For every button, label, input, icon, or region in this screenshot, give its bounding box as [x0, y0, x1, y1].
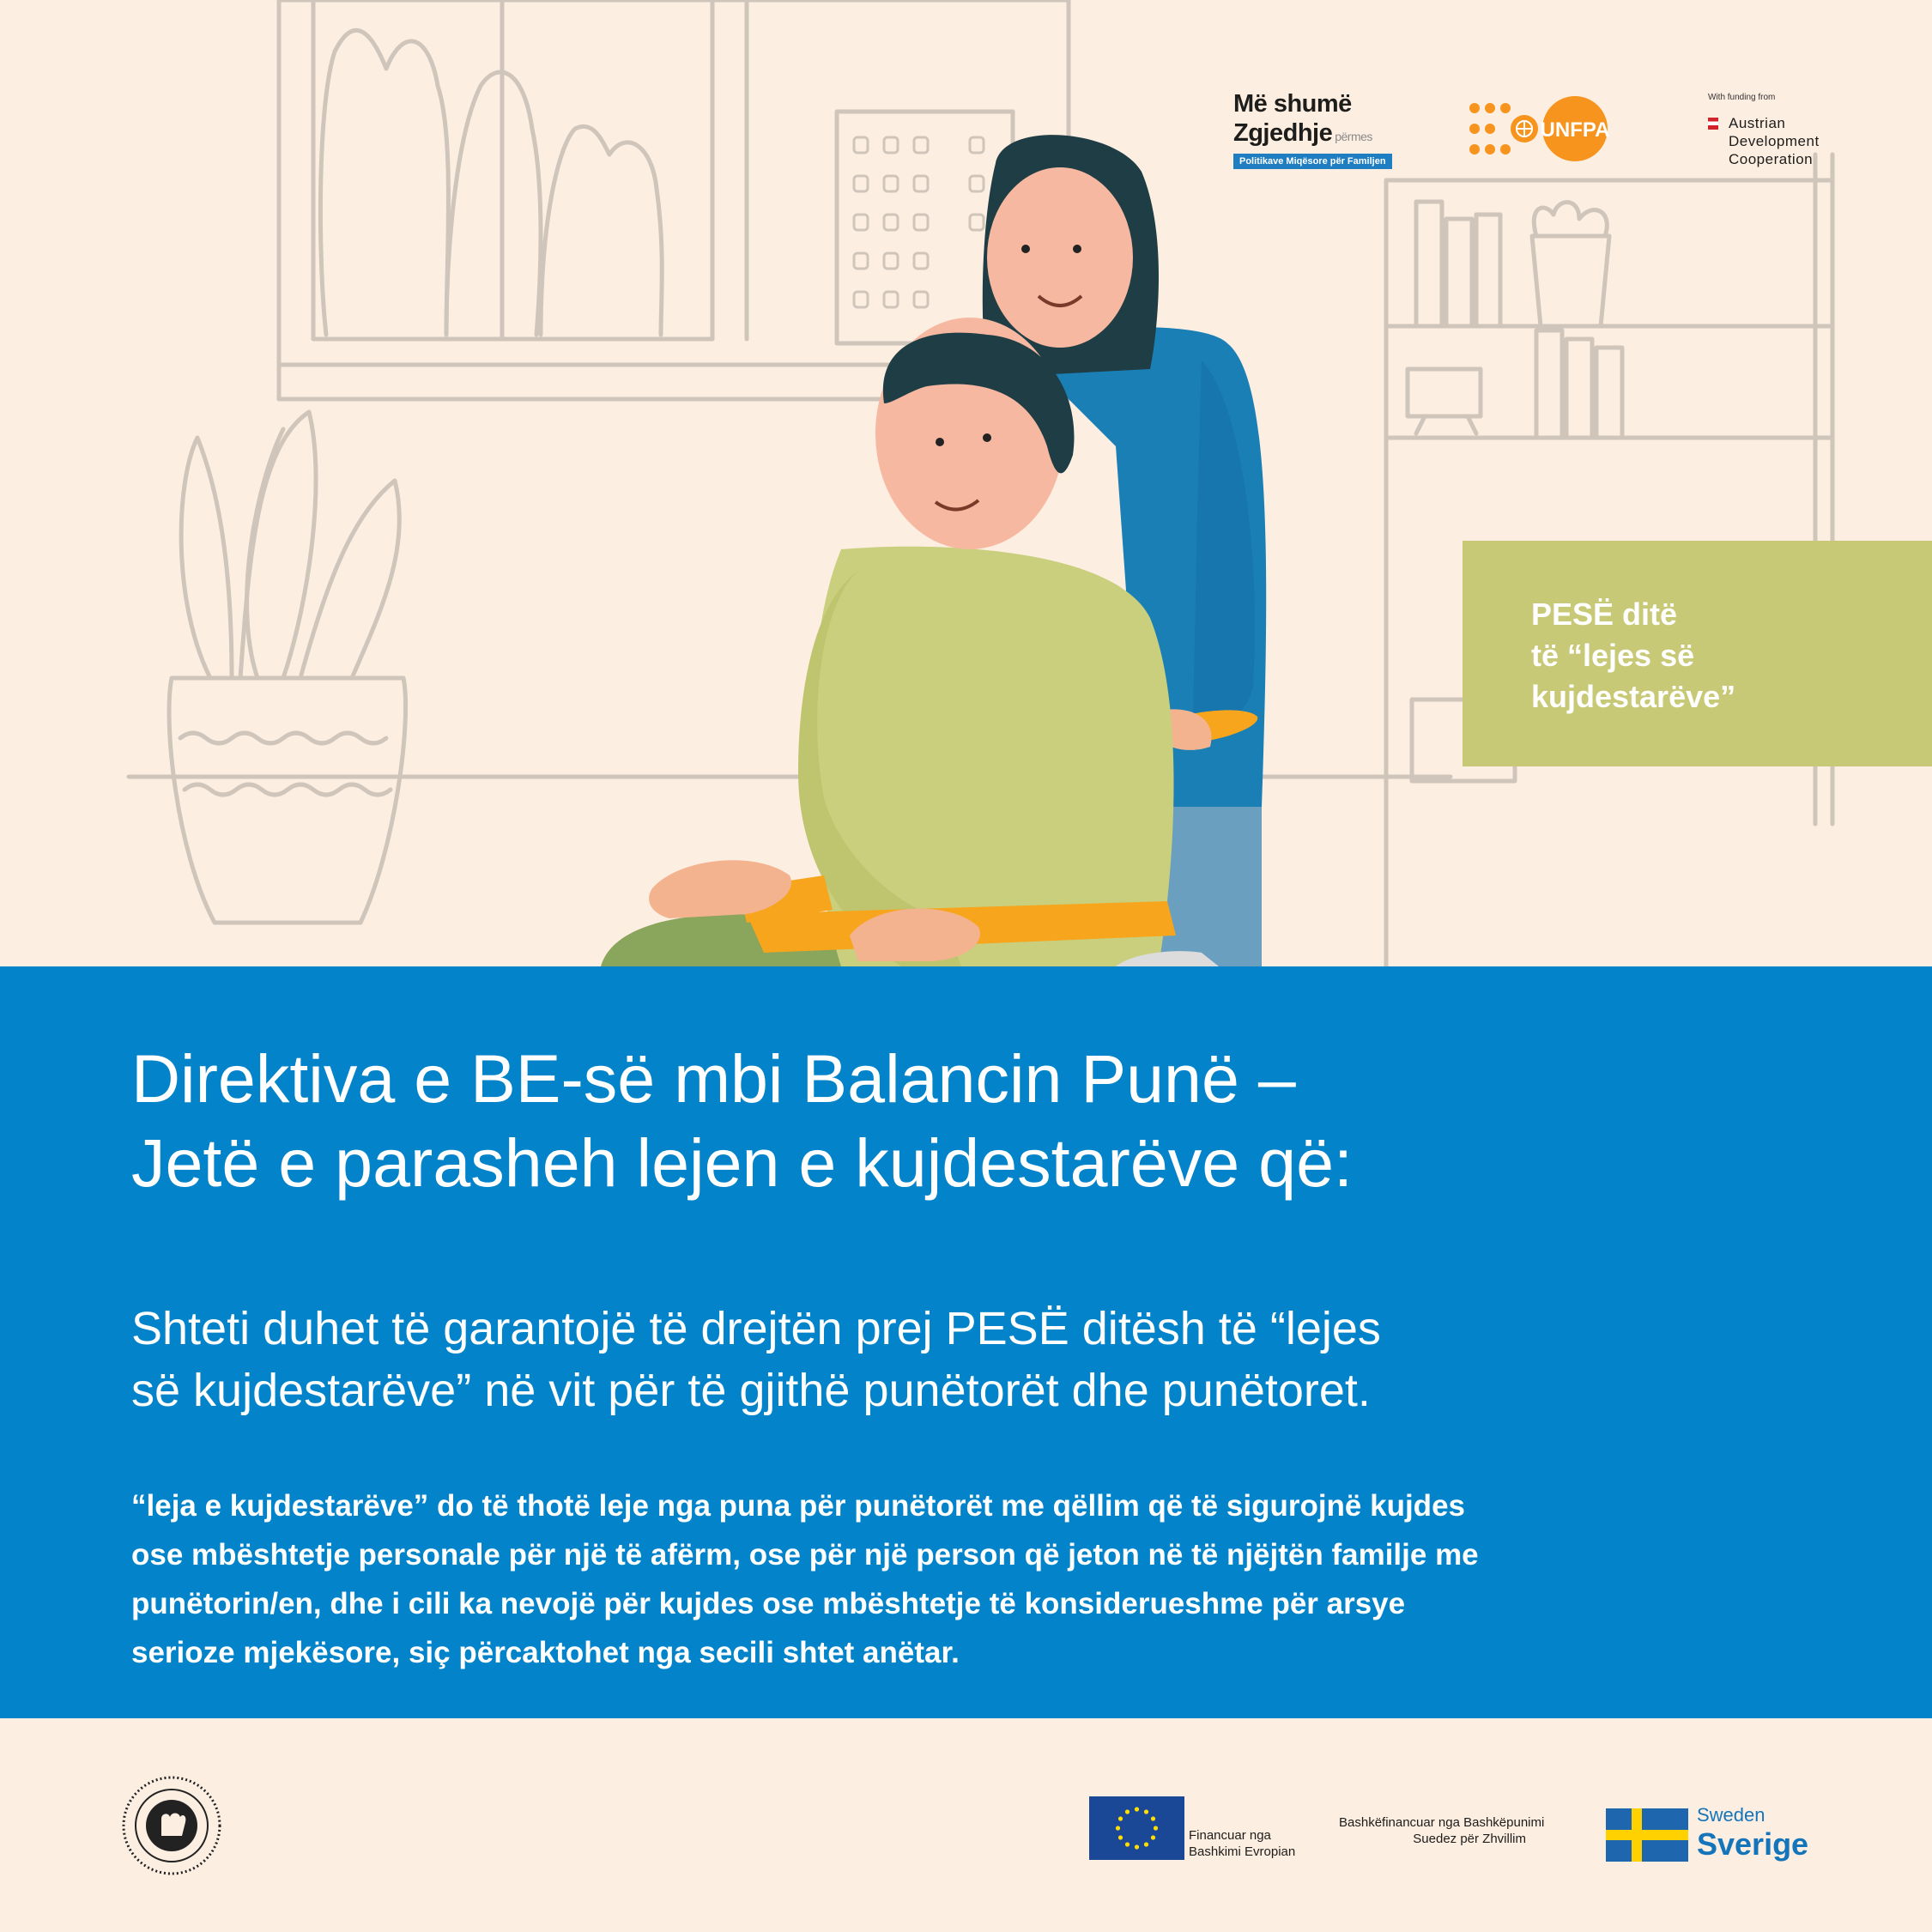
logo-line2 — [1233, 118, 1396, 151]
eu-funding-text — [1189, 1827, 1295, 1860]
logo-zgjedhje: Zgjedhje — [1233, 119, 1333, 147]
eu-line1: Financuar nga — [1189, 1828, 1271, 1843]
funding-label: With funding from — [1708, 93, 1776, 102]
se-line2: Suedez për Zhvillim — [1413, 1832, 1526, 1846]
eu-line2: Bashkimi Evropian — [1189, 1844, 1296, 1859]
sweden-cofunding-text — [1339, 1814, 1545, 1847]
logo-line1: Më shumë — [1233, 90, 1352, 118]
ada-line3: Cooperation — [1729, 151, 1814, 167]
five-days-badge — [1463, 541, 1932, 766]
ada-line2: Development — [1729, 133, 1820, 149]
heading-line1: Direktiva e BE-së mbi Balancin Punë – — [131, 1040, 1296, 1117]
lead-line1: Shteti duhet të garantojë të drejtën prej PESË ditësh të “lejes — [131, 1303, 1381, 1354]
definition-paragraph — [131, 1481, 1856, 1677]
heading-line2: Jetë e parasheh lejen e kujdestarëve që: — [131, 1124, 1353, 1201]
lead-paragraph — [131, 1298, 1839, 1421]
sweden-flag-icon — [1606, 1808, 1688, 1862]
unfpa-logo — [1468, 93, 1618, 170]
ada-line1: Austrian — [1729, 115, 1786, 131]
badge-line1: PESË ditë — [1531, 597, 1678, 632]
logo-subtitle: Politikave Miqësore për Familjen — [1233, 154, 1392, 169]
main-heading — [131, 1037, 1839, 1205]
badge-line3: kujdestarëve” — [1531, 679, 1736, 714]
unfpa-wordmark: UNFPA — [1540, 118, 1610, 142]
me-shume-zgjedhje-logo — [1233, 89, 1396, 169]
austrian-development-cooperation-logo — [1708, 93, 1837, 168]
se-line1: Bashkëfinancuar nga Bashkëpunimi — [1339, 1815, 1545, 1830]
organization-seal-logo — [120, 1774, 223, 1877]
sweden-wordmark-sv: Sverige — [1697, 1826, 1809, 1862]
note-line1: “leja e kujdestarëve” do të thotë leje nga puna për punëtorët me qëllim që të sigurojnë kujdes — [131, 1489, 1465, 1523]
note-line4: serioze mjekësore, siç përcaktohet nga secili shtet anëtar. — [131, 1636, 960, 1669]
logo-permes: përmes — [1335, 130, 1372, 143]
note-line2: ose mbështetje personale për një të afërm, ose për një person që jeton në të njëjtën familje me — [131, 1538, 1479, 1572]
ada-text — [1729, 114, 1820, 168]
lead-line2: së kujdestarëve” në vit për të gjithë punëtorët dhe punëtoret. — [131, 1365, 1371, 1416]
sweden-wordmark-en: Sweden — [1697, 1804, 1765, 1826]
badge-line2: të “lejes së — [1531, 638, 1695, 673]
eu-flag-icon — [1089, 1796, 1184, 1860]
note-line3: punëtorin/en, dhe i cili ka nevojë për kujdes ose mbështetje të konsiderueshme për arsye — [131, 1587, 1406, 1620]
content-band — [0, 966, 1932, 1718]
austria-flag-icon — [1708, 118, 1718, 130]
